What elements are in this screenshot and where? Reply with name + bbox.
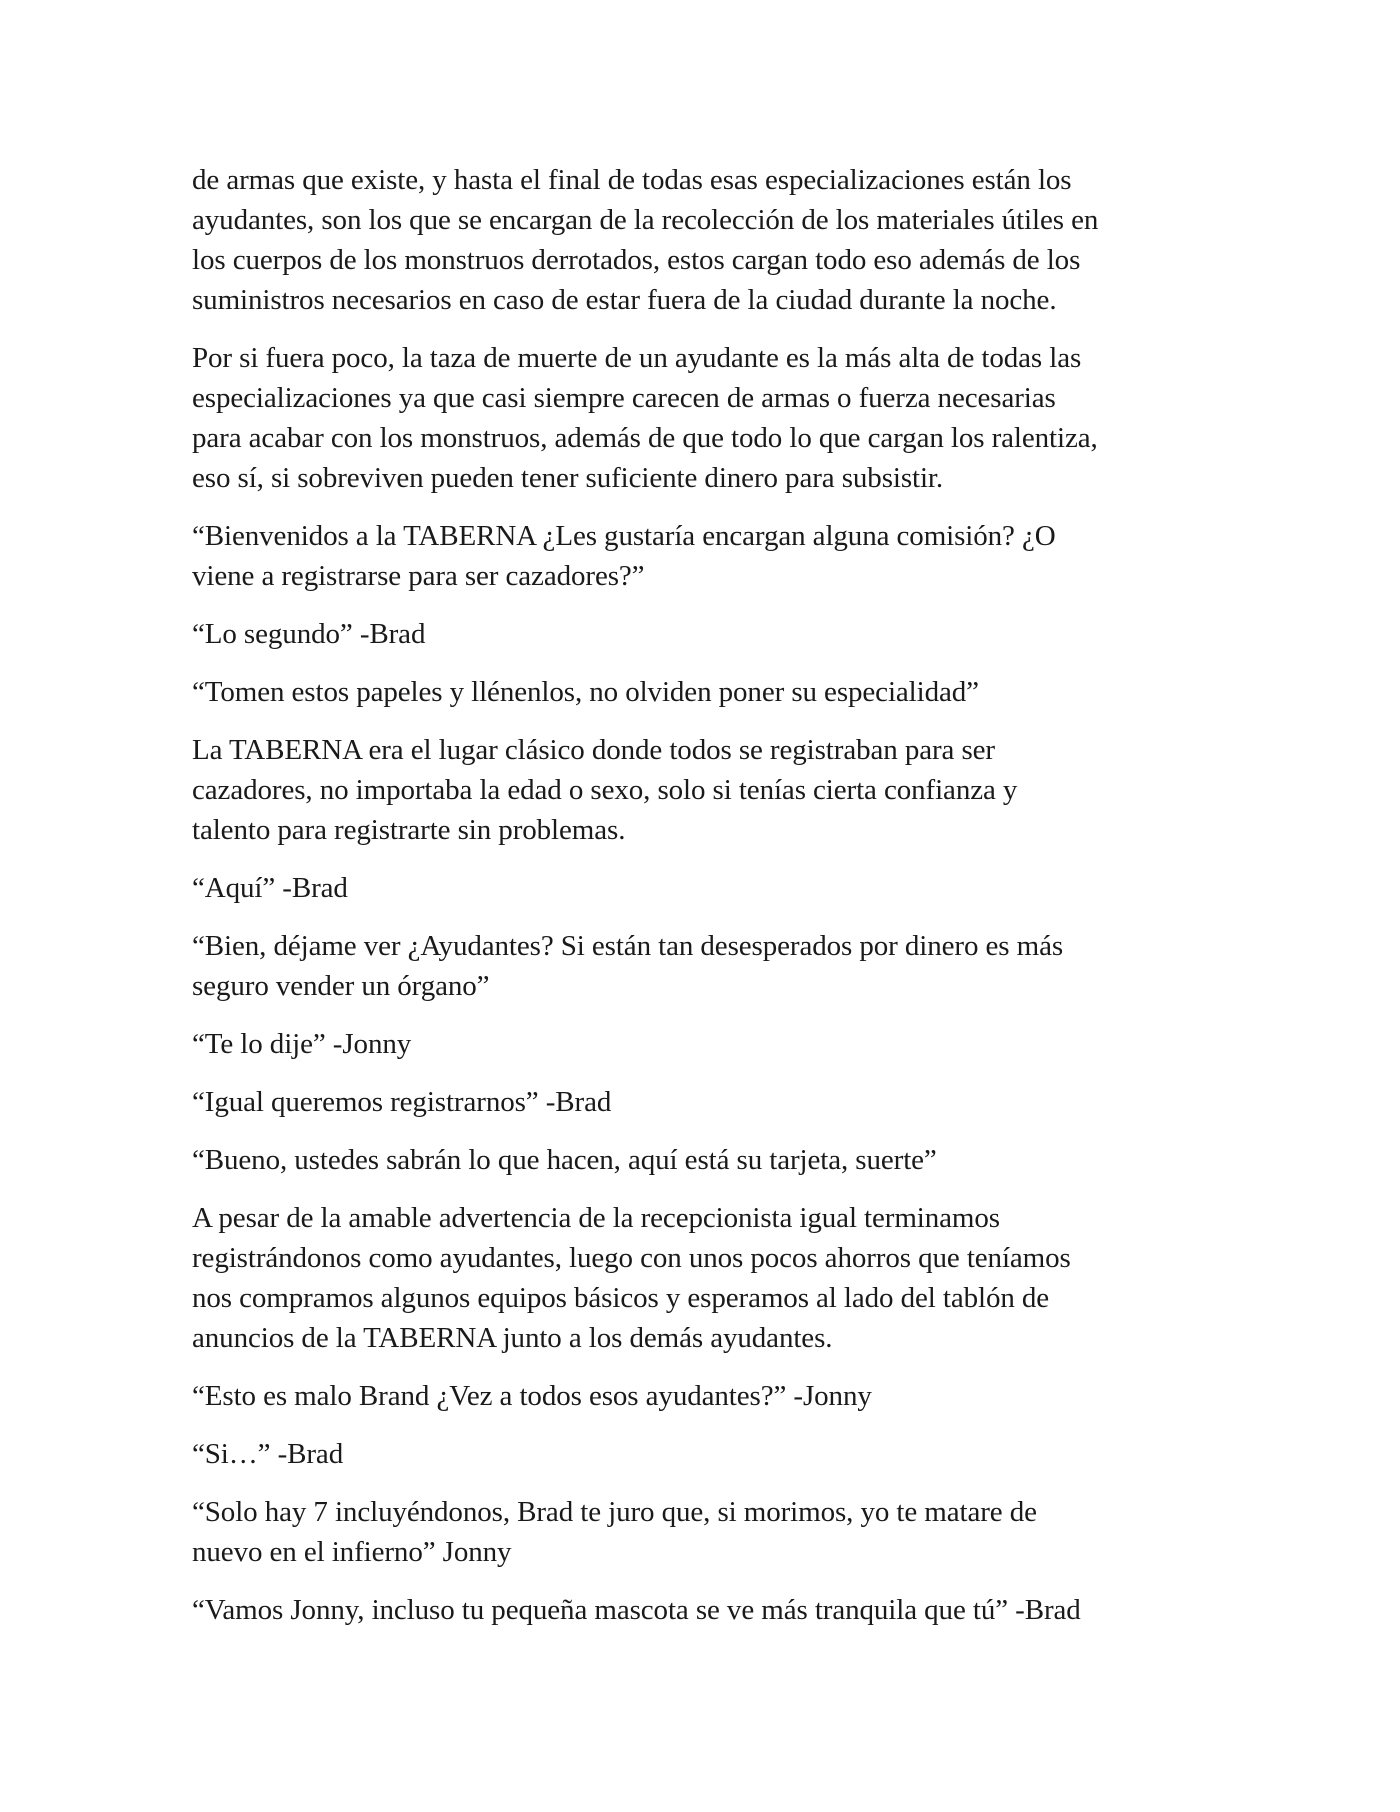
text-line: de armas que existe, y hasta el final de todas esas especializaciones están los bbox=[192, 164, 1072, 196]
dialogue-paragraph bbox=[192, 868, 1212, 908]
paragraph bbox=[192, 338, 1212, 498]
text-line: “Vamos Jonny, incluso tu pequeña mascota se ve más tranquila que tú” -Brad bbox=[192, 1594, 1081, 1626]
paragraph bbox=[192, 1198, 1212, 1358]
dialogue-paragraph bbox=[192, 1082, 1212, 1122]
text-line: nuevo en el infierno” Jonny bbox=[192, 1536, 512, 1568]
text-line: eso sí, si sobreviven pueden tener suficiente dinero para subsistir. bbox=[192, 462, 944, 494]
dialogue-paragraph bbox=[192, 516, 1212, 596]
dialogue-paragraph bbox=[192, 1024, 1212, 1064]
text-line: “Si…” -Brad bbox=[192, 1438, 344, 1470]
text-line: “Bien, déjame ver ¿Ayudantes? Si están tan desesperados por dinero es más bbox=[192, 930, 1064, 962]
text-line: para acabar con los monstruos, además de que todo lo que cargan los ralentiza, bbox=[192, 422, 1098, 454]
text-line: “Tomen estos papeles y llénenlos, no olviden poner su especialidad” bbox=[192, 676, 979, 708]
text-line: Por si fuera poco, la taza de muerte de un ayudante es la más alta de todas las bbox=[192, 342, 1082, 374]
text-line: “Lo segundo” -Brad bbox=[192, 618, 426, 650]
text-line: seguro vender un órgano” bbox=[192, 970, 490, 1002]
text-line: talento para registrarte sin problemas. bbox=[192, 814, 626, 846]
dialogue-paragraph bbox=[192, 1434, 1212, 1474]
text-line: La TABERNA era el lugar clásico donde todos se registraban para ser bbox=[192, 734, 995, 766]
text-line: registrándonos como ayudantes, luego con unos pocos ahorros que teníamos bbox=[192, 1242, 1071, 1274]
text-line: ayudantes, son los que se encargan de la recolección de los materiales útiles en bbox=[192, 204, 1099, 236]
dialogue-paragraph bbox=[192, 672, 1212, 712]
text-body bbox=[192, 160, 1212, 1648]
text-line: cazadores, no importaba la edad o sexo, solo si tenías cierta confianza y bbox=[192, 774, 1018, 806]
text-line: suministros necesarios en caso de estar fuera de la ciudad durante la noche. bbox=[192, 284, 1057, 316]
text-line: nos compramos algunos equipos básicos y esperamos al lado del tablón de bbox=[192, 1282, 1050, 1314]
text-line: los cuerpos de los monstruos derrotados, estos cargan todo eso además de los bbox=[192, 244, 1081, 276]
text-line: “Igual queremos registrarnos” -Brad bbox=[192, 1086, 612, 1118]
text-line: especializaciones ya que casi siempre carecen de armas o fuerza necesarias bbox=[192, 382, 1056, 414]
text-line: “Bueno, ustedes sabrán lo que hacen, aquí está su tarjeta, suerte” bbox=[192, 1144, 937, 1176]
dialogue-paragraph bbox=[192, 926, 1212, 1006]
dialogue-paragraph bbox=[192, 1492, 1212, 1572]
text-line: A pesar de la amable advertencia de la recepcionista igual terminamos bbox=[192, 1202, 1000, 1234]
text-line: anuncios de la TABERNA junto a los demás ayudantes. bbox=[192, 1322, 833, 1354]
text-line: “Te lo dije” -Jonny bbox=[192, 1028, 412, 1060]
text-line: “Solo hay 7 incluyéndonos, Brad te juro que, si morimos, yo te matare de bbox=[192, 1496, 1037, 1528]
text-line: viene a registrarse para ser cazadores?” bbox=[192, 560, 645, 592]
dialogue-paragraph bbox=[192, 614, 1212, 654]
dialogue-paragraph bbox=[192, 1376, 1212, 1416]
dialogue-paragraph bbox=[192, 1590, 1212, 1630]
text-line: “Esto es malo Brand ¿Vez a todos esos ayudantes?” -Jonny bbox=[192, 1380, 872, 1412]
text-line: “Aquí” -Brad bbox=[192, 872, 348, 904]
text-line: “Bienvenidos a la TABERNA ¿Les gustaría encargan alguna comisión? ¿O bbox=[192, 520, 1056, 552]
paragraph bbox=[192, 730, 1212, 850]
dialogue-paragraph bbox=[192, 1140, 1212, 1180]
paragraph bbox=[192, 160, 1212, 320]
